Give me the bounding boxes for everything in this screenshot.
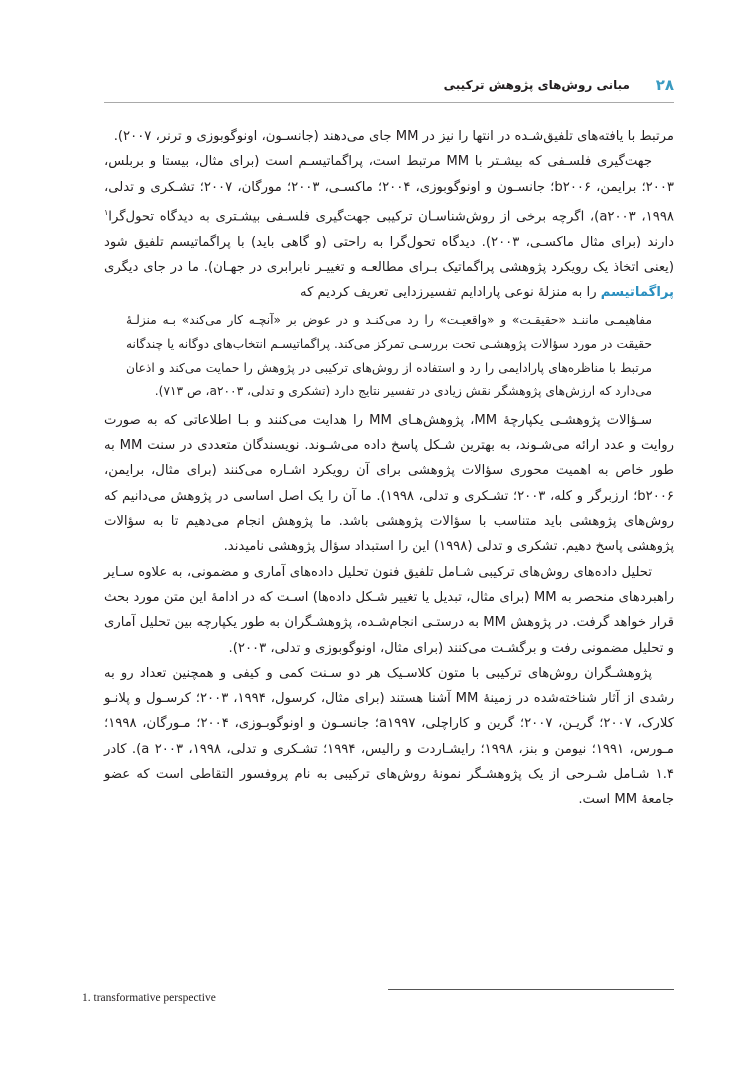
- highlighted-term-pragmatism: پراگماتیسم: [600, 285, 674, 301]
- paragraph-2-part-a: جهت‌گیری فلسـفی که بیشـتر با MM مرتبط است، پراگماتیسـم است (برای مثال، بیستا و بربلس، ۲۰۰۳؛ برایمن، b۲۰۰۶؛ جانسـون و اونوگوبوزی، ۲۰۰۴؛ ماکسـی، ۲۰۰۳؛ مورگان، ۲۰۰۷؛ تشـکری و تدلی، ۱۹۹۸، a۲۰۰۳)، اگرچه برخی از روش‌شناسـان ترکیبی جهت‌گیری فلسـفی بیشـتری به دیدگاه تحول‌گرا: [104, 154, 675, 225]
- footnote: 1. transformative perspective: [82, 992, 216, 1004]
- footnote-rule: [388, 989, 674, 990]
- paragraph-2: [104, 149, 674, 305]
- page-number: ۲۸: [655, 76, 674, 94]
- paragraph-3: سـؤالات پژوهشـی یکپارچهٔ MM، پژوهش‌هـای MM را هدایت می‌کنند و بـا اطلاعاتی که به صورت روایت و عدد ارائه می‌شـوند، به بهترین شـکل پاسخ داده می‌شـوند. نویسندگان متعددی در سنت MM به طور خاص به اهمیت محوری سؤالات پژوهشی برای آن رویکرد اشـاره می‌کنند (برای مثال، برایمن، b۲۰۰۶؛ ارزبرگر و کله، ۲۰۰۳؛ تشـکری و تدلی، ۱۹۹۸). ما آن را یک اصل اساسی در پژوهش می‌دانیم که روش‌های پژوهشی باید متناسب با سؤالات پژوهشی باشد. ما پژوهش انجام می‌دهیم تا به سؤالات پژوهشی پاسخ دهیم. تشکری و تدلی (۱۹۹۸) این را استبداد سؤال پژوهشی نامیدند.: [104, 412, 675, 555]
- paragraph-5: پژوهشـگران روش‌های ترکیبی با متون کلاسـیک هر دو سـنت کمی و کیفی و همچنین تعداد رو به رشدی از آثار شناخته‌شده در زمینهٔ MM آشنا هستند (برای مثال، کرسول، ۱۹۹۴، ۲۰۰۳؛ کرسـول و پلانـو کلارک، ۲۰۰۷؛ گریـن، ۲۰۰۷؛ گرین و کاراچلی، a۱۹۹۷؛ جانسـون و اونوگوبـوزی، ۲۰۰۴؛ مـورگان، ۱۹۹۸؛ مـورس، ۱۹۹۱؛ نیومن و بنز، ۱۹۹۸؛ رایشـاردت و رالیس، ۱۹۹۴؛ تشـکری و تدلی، ۱۹۹۸، a ۲۰۰۳). کادر ۱.۴ شـامل شـرحی از یک پژوهشـگر نمونهٔ روش‌های ترکیبی به نام پروفسور التقاطی است که عضو جامعهٔ MM است.: [104, 665, 674, 808]
- paragraph-2-part-c: را به منزلهٔ نوعی پارادایم تفسیرزدایی تعریف کردیم که: [300, 285, 601, 301]
- running-title: مبانی روش‌های پژوهش ترکیبی: [443, 78, 630, 92]
- header-rule: [104, 102, 674, 103]
- paragraph-2-part-b: دارند (برای مثال ماکسـی، ۲۰۰۳). دیدگاه تحول‌گرا به راحتی (و گاهی باید) با پراگماتیسم تلفیق شود (یعنی اتخاذ یک رویکرد پژوهشی پراگماتیک بـرای مطالعـه و تغییـر نابرابری در جهـان). ما در جای دیگری: [104, 234, 674, 275]
- paragraph-1: مرتبط با یافته‌های تلفیق‌شـده در انتها را نیز در MM جای می‌دهند (جانسـون، اونوگوبوزی و ترنر، ۲۰۰۷).: [113, 129, 674, 144]
- body-text: [104, 124, 674, 813]
- block-quote: مفاهیمـی ماننـد «حقیقـت» و «واقعیـت» را رد می‌کنـد و در عوض بر «آنچـه کار می‌کند» بـه منزلـهٔ حقیقت در مورد سؤالات پژوهشـی تحت بررسـی تمرکز می‌کند. پراگماتیسـم انتخاب‌های دوگانه یا چندگانه مرتبط با مناظره‌های پارادایمی را رد و استفاده از روش‌های ترکیبی در پژوهش را حمایت می‌کند و اذعان می‌دارد که ارزش‌های پژوهشگر نقش زیادی در تفسیر نتایج دارد (تشکری و تدلی، a۲۰۰۳، ص ۷۱۳).: [126, 313, 652, 399]
- footnote-marker: ۱: [104, 207, 109, 217]
- paragraph-4: تحلیل داده‌های روش‌های ترکیبی شـامل تلفیق فنون تحلیل داده‌های آماری و مضمونی، به علاوه سـایر راهبردهای منحصر به MM (برای مثال، تبدیل یا تغییر شـکل داده‌ها) اسـت که در ادامهٔ این متن مورد بحث قرار خواهد گرفت. در پژوهش MM به درستـی انجام‌شـده، پژوهشـگران به طور یکپارچه بین تحلیل آماری و تحلیل مضمونی رفت و برگشـت می‌کنند (برای مثال، اونوگوبوزی و تدلی، ۲۰۰۳).: [104, 564, 674, 656]
- page-header: [104, 78, 674, 104]
